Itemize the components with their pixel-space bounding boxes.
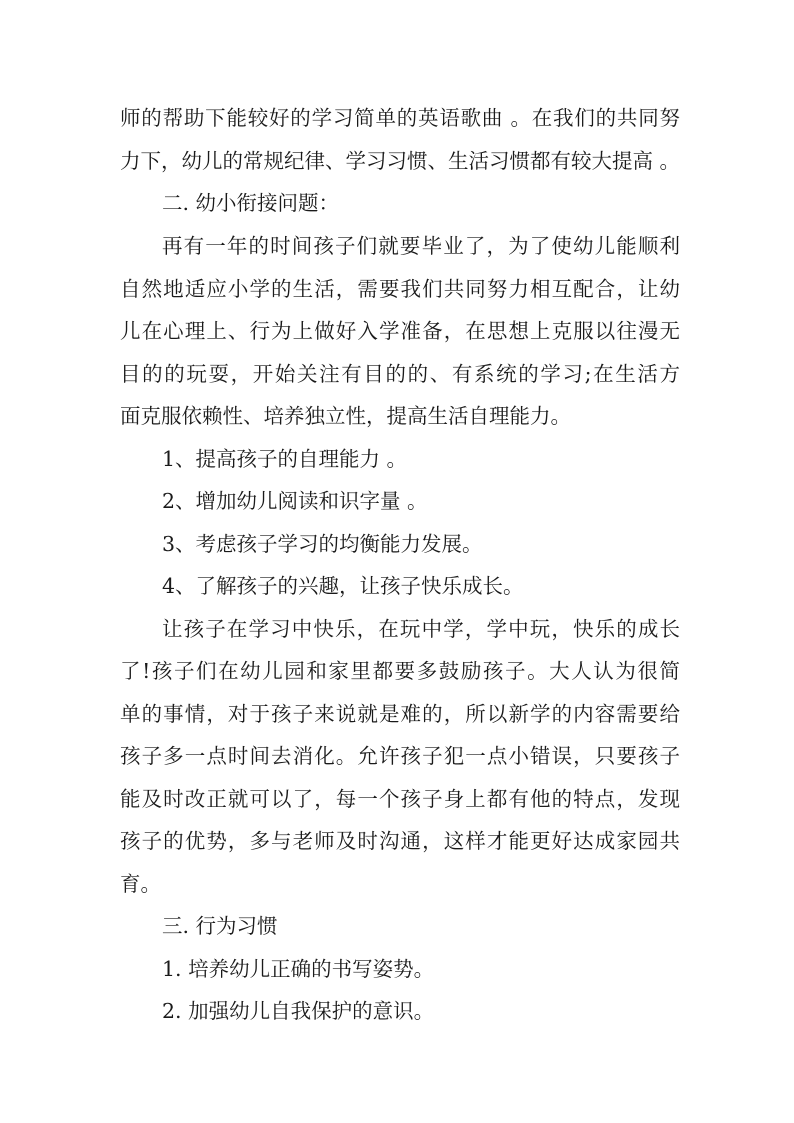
list-item: 1. 培养幼儿正确的书写姿势。 <box>162 957 435 981</box>
section-heading: 三. 行为习惯 <box>162 914 278 938</box>
paragraph-line: 师的帮助下能较好的学习简单的英语歌曲 。在我们的共同努 <box>120 106 680 130</box>
list-item: 4、了解孩子的兴趣，让孩子快乐成长。 <box>162 574 524 598</box>
list-item: 2. 加强幼儿自我保护的意识。 <box>162 999 435 1023</box>
list-item: 3、考虑孩子学习的均衡能力发展。 <box>162 532 483 556</box>
paragraph-line: 再有一年的时间孩子们就要毕业了，为了使幼儿能顺利 <box>162 234 680 258</box>
paragraph-line: 自然地适应小学的生活，需要我们共同努力相互配合，让幼 <box>120 277 680 301</box>
paragraph-line: 目的的玩耍，开始关注有目的的、有系统的学习;在生活方 <box>120 362 680 386</box>
paragraph-line: 孩子多一点时间去消化。允许孩子犯一点小错误，只要孩子 <box>120 744 680 768</box>
paragraph-line: 面克服依赖性、培养独立性，提高生活自理能力。 <box>120 404 571 428</box>
list-item: 2、增加幼儿阅读和识字量 。 <box>162 489 428 513</box>
paragraph-line: 让孩子在学习中快乐，在玩中学，学中玩，快乐的成长 <box>162 617 680 641</box>
paragraph-line: 儿在心理上、行为上做好入学准备，在思想上克服以往漫无 <box>120 319 680 343</box>
section-heading: 二. 幼小衔接问题： <box>162 191 340 215</box>
paragraph-line: 了!孩子们在幼儿园和家里都要多鼓励孩子。大人认为很简 <box>120 659 680 683</box>
paragraph-line: 育。 <box>120 872 161 896</box>
paragraph-line: 能及时改正就可以了，每一个孩子身上都有他的特点，发现 <box>120 787 680 811</box>
paragraph-line: 单的事情，对于孩子来说就是难的，所以新学的内容需要给 <box>120 702 680 726</box>
paragraph-line: 力下，幼儿的常规纪律、学习习惯、生活习惯都有较大提高 。 <box>120 149 681 173</box>
paragraph-line: 孩子的优势，多与老师及时沟通，这样才能更好达成家园共 <box>120 829 680 853</box>
list-item: 1、提高孩子的自理能力 。 <box>162 447 408 471</box>
